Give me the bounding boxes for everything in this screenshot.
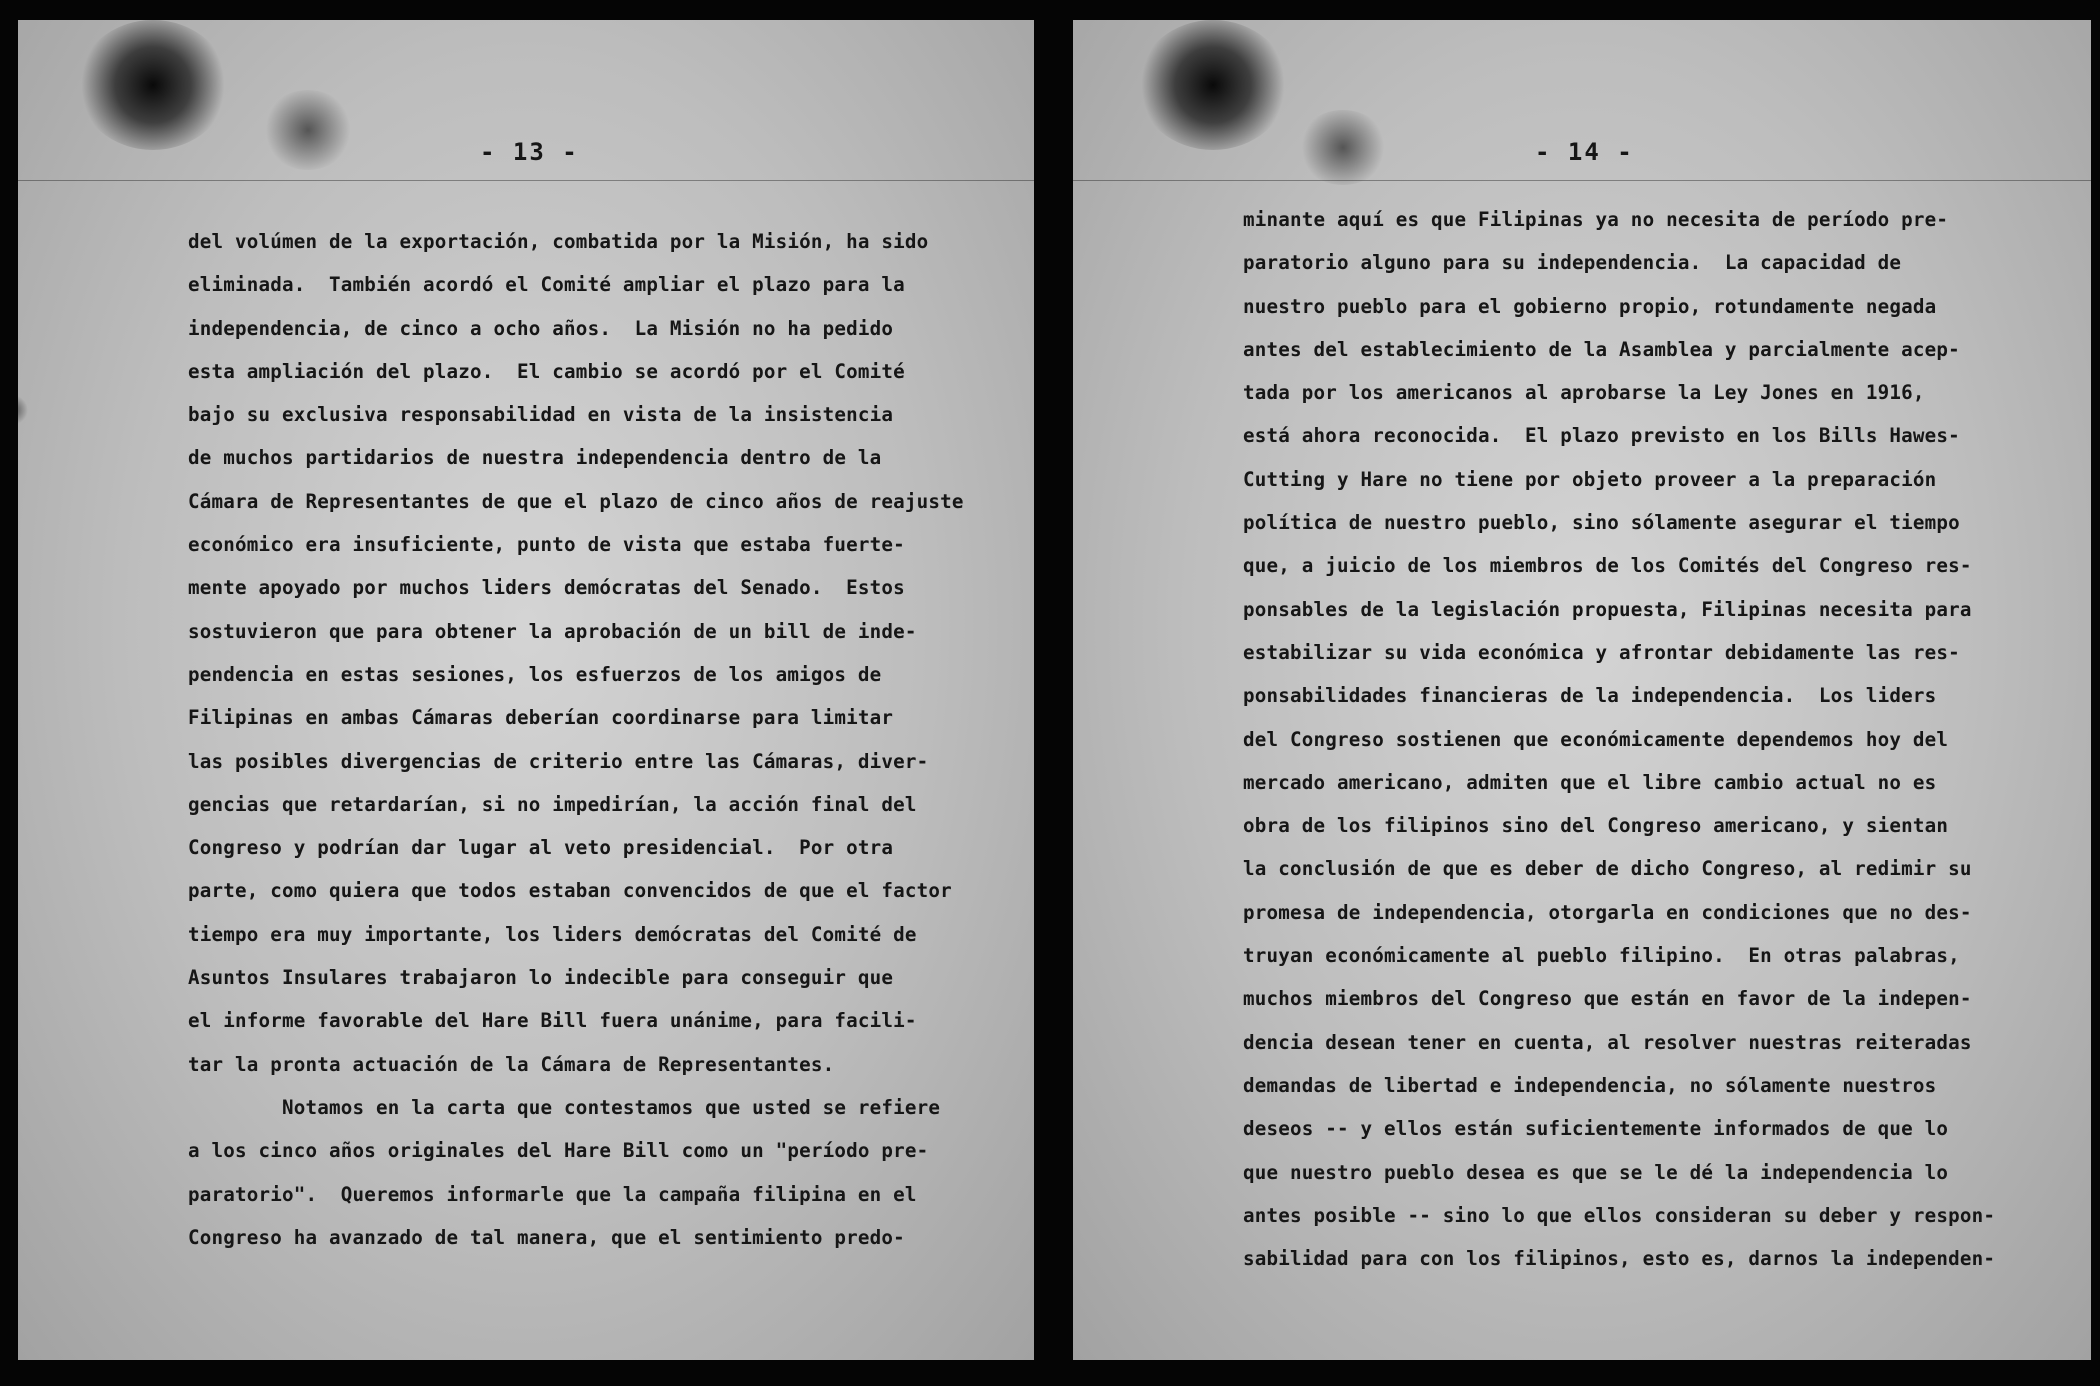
ink-smudge [1298, 110, 1388, 185]
text-line: parte, como quiera que todos estaban convencidos de que el factor [188, 879, 952, 903]
text-line: obra de los filipinos sino del Congreso americano, y sientan [1243, 814, 1949, 838]
text-line: dencia desean tener en cuenta, al resolver nuestras reiteradas [1243, 1030, 1972, 1054]
page-right [1073, 20, 2091, 1360]
text-line: de muchos partidarios de nuestra independencia dentro de la [188, 446, 882, 470]
text-line: la conclusión de que es deber de dicho Congreso, al redimir su [1243, 857, 1972, 881]
text-line: tiempo era muy importante, los liders demócratas del Comité de [188, 922, 917, 946]
page-number: - 14 - [1535, 138, 1634, 166]
text-line: del Congreso sostienen que económicamente dependemos hoy del [1243, 727, 1949, 751]
body-text [1243, 198, 1995, 1280]
text-line: truyan económicamente al pueblo filipino. En otras palabras, [1243, 944, 1960, 968]
fold-line [1073, 180, 2091, 181]
ink-spot [18, 395, 28, 425]
text-line: tada por los americanos al aprobarse la Ley Jones en 1916, [1243, 381, 1925, 405]
ink-smudge [263, 90, 353, 170]
text-line: que nuestro pueblo desea es que se le dé la independencia lo [1243, 1160, 1949, 1184]
text-line: Congreso ha avanzado de tal manera, que el sentimiento predo- [188, 1225, 905, 1249]
text-line: estabilizar su vida económica y afrontar debidamente las res- [1243, 640, 1960, 664]
text-line: Cutting y Hare no tiene por objeto proveer a la preparación [1243, 467, 1937, 491]
ink-blot [1138, 20, 1288, 150]
text-line: eliminada. También acordó el Comité ampliar el plazo para la [188, 273, 905, 297]
text-line: política de nuestro pueblo, sino sólamente asegurar el tiempo [1243, 511, 1960, 535]
text-line: muchos miembros del Congreso que están en favor de la indepen- [1243, 987, 1972, 1011]
text-line: a los cinco años originales del Hare Bill como un "período pre- [188, 1139, 929, 1163]
text-line: del volúmen de la exportación, combatida por la Misión, ha sido [188, 230, 929, 253]
body-text [188, 220, 964, 1259]
text-line: ponsabilidades financieras de la independencia. Los liders [1243, 684, 1937, 708]
text-line: paratorio". Queremos informarle que la campaña filipina en el [188, 1182, 917, 1206]
text-line: ponsables de la legislación propuesta, Filipinas necesita para [1243, 597, 1972, 621]
text-line: económico era insuficiente, punto de vista que estaba fuerte- [188, 533, 905, 557]
text-line: nuestro pueblo para el gobierno propio, rotundamente negada [1243, 294, 1937, 318]
text-line: Congreso y podrían dar lugar al veto presidencial. Por otra [188, 836, 894, 860]
text-line: tar la pronta actuación de la Cámara de Representantes. [188, 1052, 835, 1076]
fold-line [18, 180, 1034, 181]
text-line: mercado americano, admiten que el libre cambio actual no es [1243, 770, 1937, 794]
text-line: independencia, de cinco a ocho años. La Misión no ha pedido [188, 316, 894, 340]
text-line: Filipinas en ambas Cámaras deberían coordinarse para limitar [188, 706, 894, 730]
text-line: demandas de libertad e independencia, no sólamente nuestros [1243, 1073, 1937, 1097]
text-line: Asuntos Insulares trabajaron lo indecible para conseguir que [188, 966, 894, 990]
text-line: pendencia en estas sesiones, los esfuerzos de los amigos de [188, 662, 882, 686]
text-line: Notamos en la carta que contestamos que usted se refiere [188, 1095, 941, 1119]
text-line: Cámara de Representantes de que el plazo de cinco años de reajuste [188, 489, 964, 513]
text-line: promesa de independencia, otorgarla en condiciones que no des- [1243, 900, 1972, 924]
text-line: las posibles divergencias de criterio entre las Cámaras, diver- [188, 749, 929, 773]
text-line: antes posible -- sino lo que ellos consideran su deber y respon- [1243, 1203, 1996, 1227]
text-line: sabilidad para con los filipinos, esto es, darnos la independen- [1243, 1247, 1996, 1271]
page-left [18, 20, 1034, 1360]
text-line: el informe favorable del Hare Bill fuera unánime, para facili- [188, 1009, 917, 1033]
text-line: gencias que retardarían, si no impedirían, la acción final del [188, 792, 917, 816]
text-line: está ahora reconocida. El plazo previsto en los Bills Hawes- [1243, 424, 1960, 448]
text-line: paratorio alguno para su independencia. La capacidad de [1243, 251, 1902, 275]
text-line: sostuvieron que para obtener la aprobación de un bill de inde- [188, 619, 917, 643]
ink-blot [78, 20, 228, 150]
text-line: mente apoyado por muchos liders demócratas del Senado. Estos [188, 576, 905, 600]
text-line: que, a juicio de los miembros de los Comités del Congreso res- [1243, 554, 1972, 578]
page-number: - 13 - [480, 138, 579, 166]
text-line: minante aquí es que Filipinas ya no necesita de período pre- [1243, 208, 1949, 231]
text-line: esta ampliación del plazo. El cambio se acordó por el Comité [188, 359, 905, 383]
text-line: deseos -- y ellos están suficientemente informados de que lo [1243, 1117, 1949, 1141]
text-line: bajo su exclusiva responsabilidad en vista de la insistencia [188, 403, 894, 427]
text-line: antes del establecimiento de la Asamblea y parcialmente acep- [1243, 337, 1960, 361]
